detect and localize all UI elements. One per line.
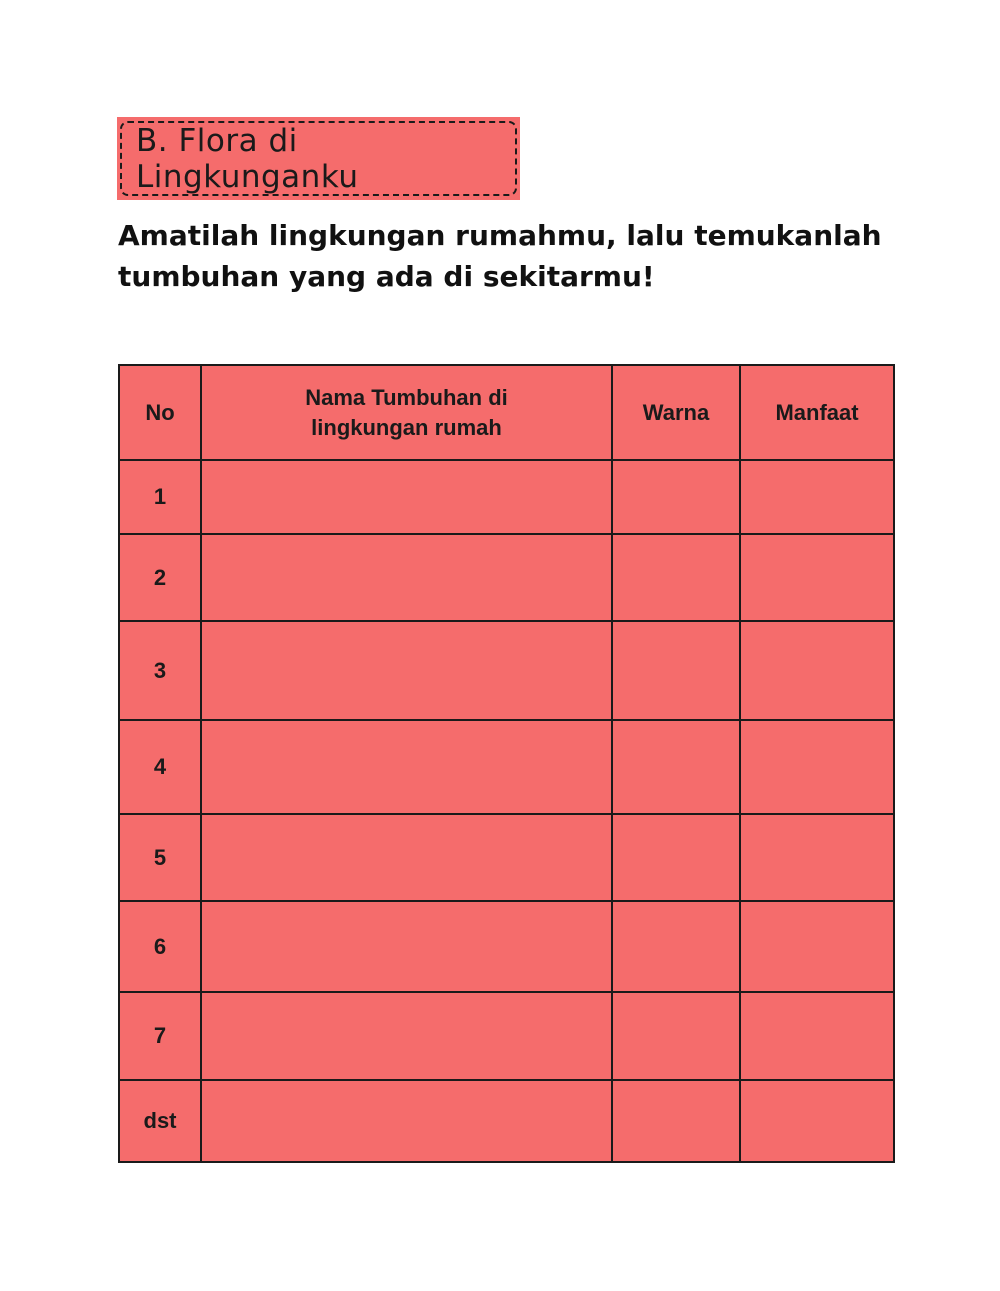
warna-cell[interactable] bbox=[612, 621, 740, 720]
nama-tumbuhan-cell[interactable] bbox=[201, 720, 612, 814]
manfaat-cell[interactable] bbox=[740, 901, 894, 992]
flora-table bbox=[118, 364, 895, 1163]
nama-tumbuhan-cell[interactable] bbox=[201, 621, 612, 720]
manfaat-cell[interactable] bbox=[740, 992, 894, 1080]
manfaat-cell[interactable] bbox=[740, 621, 894, 720]
header-nama-tumbuhan bbox=[201, 365, 612, 460]
row-number: 1 bbox=[119, 460, 201, 534]
manfaat-cell[interactable] bbox=[740, 1080, 894, 1162]
nama-tumbuhan-cell[interactable] bbox=[201, 814, 612, 901]
header-warna: Warna bbox=[612, 365, 740, 460]
manfaat-cell[interactable] bbox=[740, 814, 894, 901]
instruction-text: Amatilah lingkungan rumahmu, lalu temukanlah tumbuhan yang ada di sekitarmu! bbox=[118, 219, 882, 293]
table-header-row bbox=[119, 365, 894, 460]
row-number: 5 bbox=[119, 814, 201, 901]
table-row bbox=[119, 992, 894, 1080]
warna-cell[interactable] bbox=[612, 901, 740, 992]
warna-cell[interactable] bbox=[612, 1080, 740, 1162]
table-row bbox=[119, 460, 894, 534]
row-number: 4 bbox=[119, 720, 201, 814]
nama-tumbuhan-cell[interactable] bbox=[201, 992, 612, 1080]
row-number: 7 bbox=[119, 992, 201, 1080]
header-manfaat: Manfaat bbox=[740, 365, 894, 460]
section-title: B. Flora di Lingkunganku bbox=[120, 121, 517, 196]
table-row bbox=[119, 621, 894, 720]
nama-tumbuhan-cell[interactable] bbox=[201, 460, 612, 534]
warna-cell[interactable] bbox=[612, 460, 740, 534]
header-nama-line2: lingkungan rumah bbox=[311, 414, 502, 440]
warna-cell[interactable] bbox=[612, 992, 740, 1080]
warna-cell[interactable] bbox=[612, 534, 740, 621]
manfaat-cell[interactable] bbox=[740, 534, 894, 621]
row-number: 2 bbox=[119, 534, 201, 621]
nama-tumbuhan-cell[interactable] bbox=[201, 534, 612, 621]
table-row bbox=[119, 1080, 894, 1162]
nama-tumbuhan-cell[interactable] bbox=[201, 1080, 612, 1162]
section-label-banner bbox=[117, 117, 520, 200]
warna-cell[interactable] bbox=[612, 720, 740, 814]
table-row bbox=[119, 814, 894, 901]
table-row bbox=[119, 901, 894, 992]
row-number: dst bbox=[119, 1080, 201, 1162]
manfaat-cell[interactable] bbox=[740, 720, 894, 814]
manfaat-cell[interactable] bbox=[740, 460, 894, 534]
row-number: 6 bbox=[119, 901, 201, 992]
row-number: 3 bbox=[119, 621, 201, 720]
table-row bbox=[119, 720, 894, 814]
header-no: No bbox=[119, 365, 201, 460]
warna-cell[interactable] bbox=[612, 814, 740, 901]
table-row bbox=[119, 534, 894, 621]
header-nama-line1: Nama Tumbuhan di bbox=[305, 384, 508, 410]
nama-tumbuhan-cell[interactable] bbox=[201, 901, 612, 992]
